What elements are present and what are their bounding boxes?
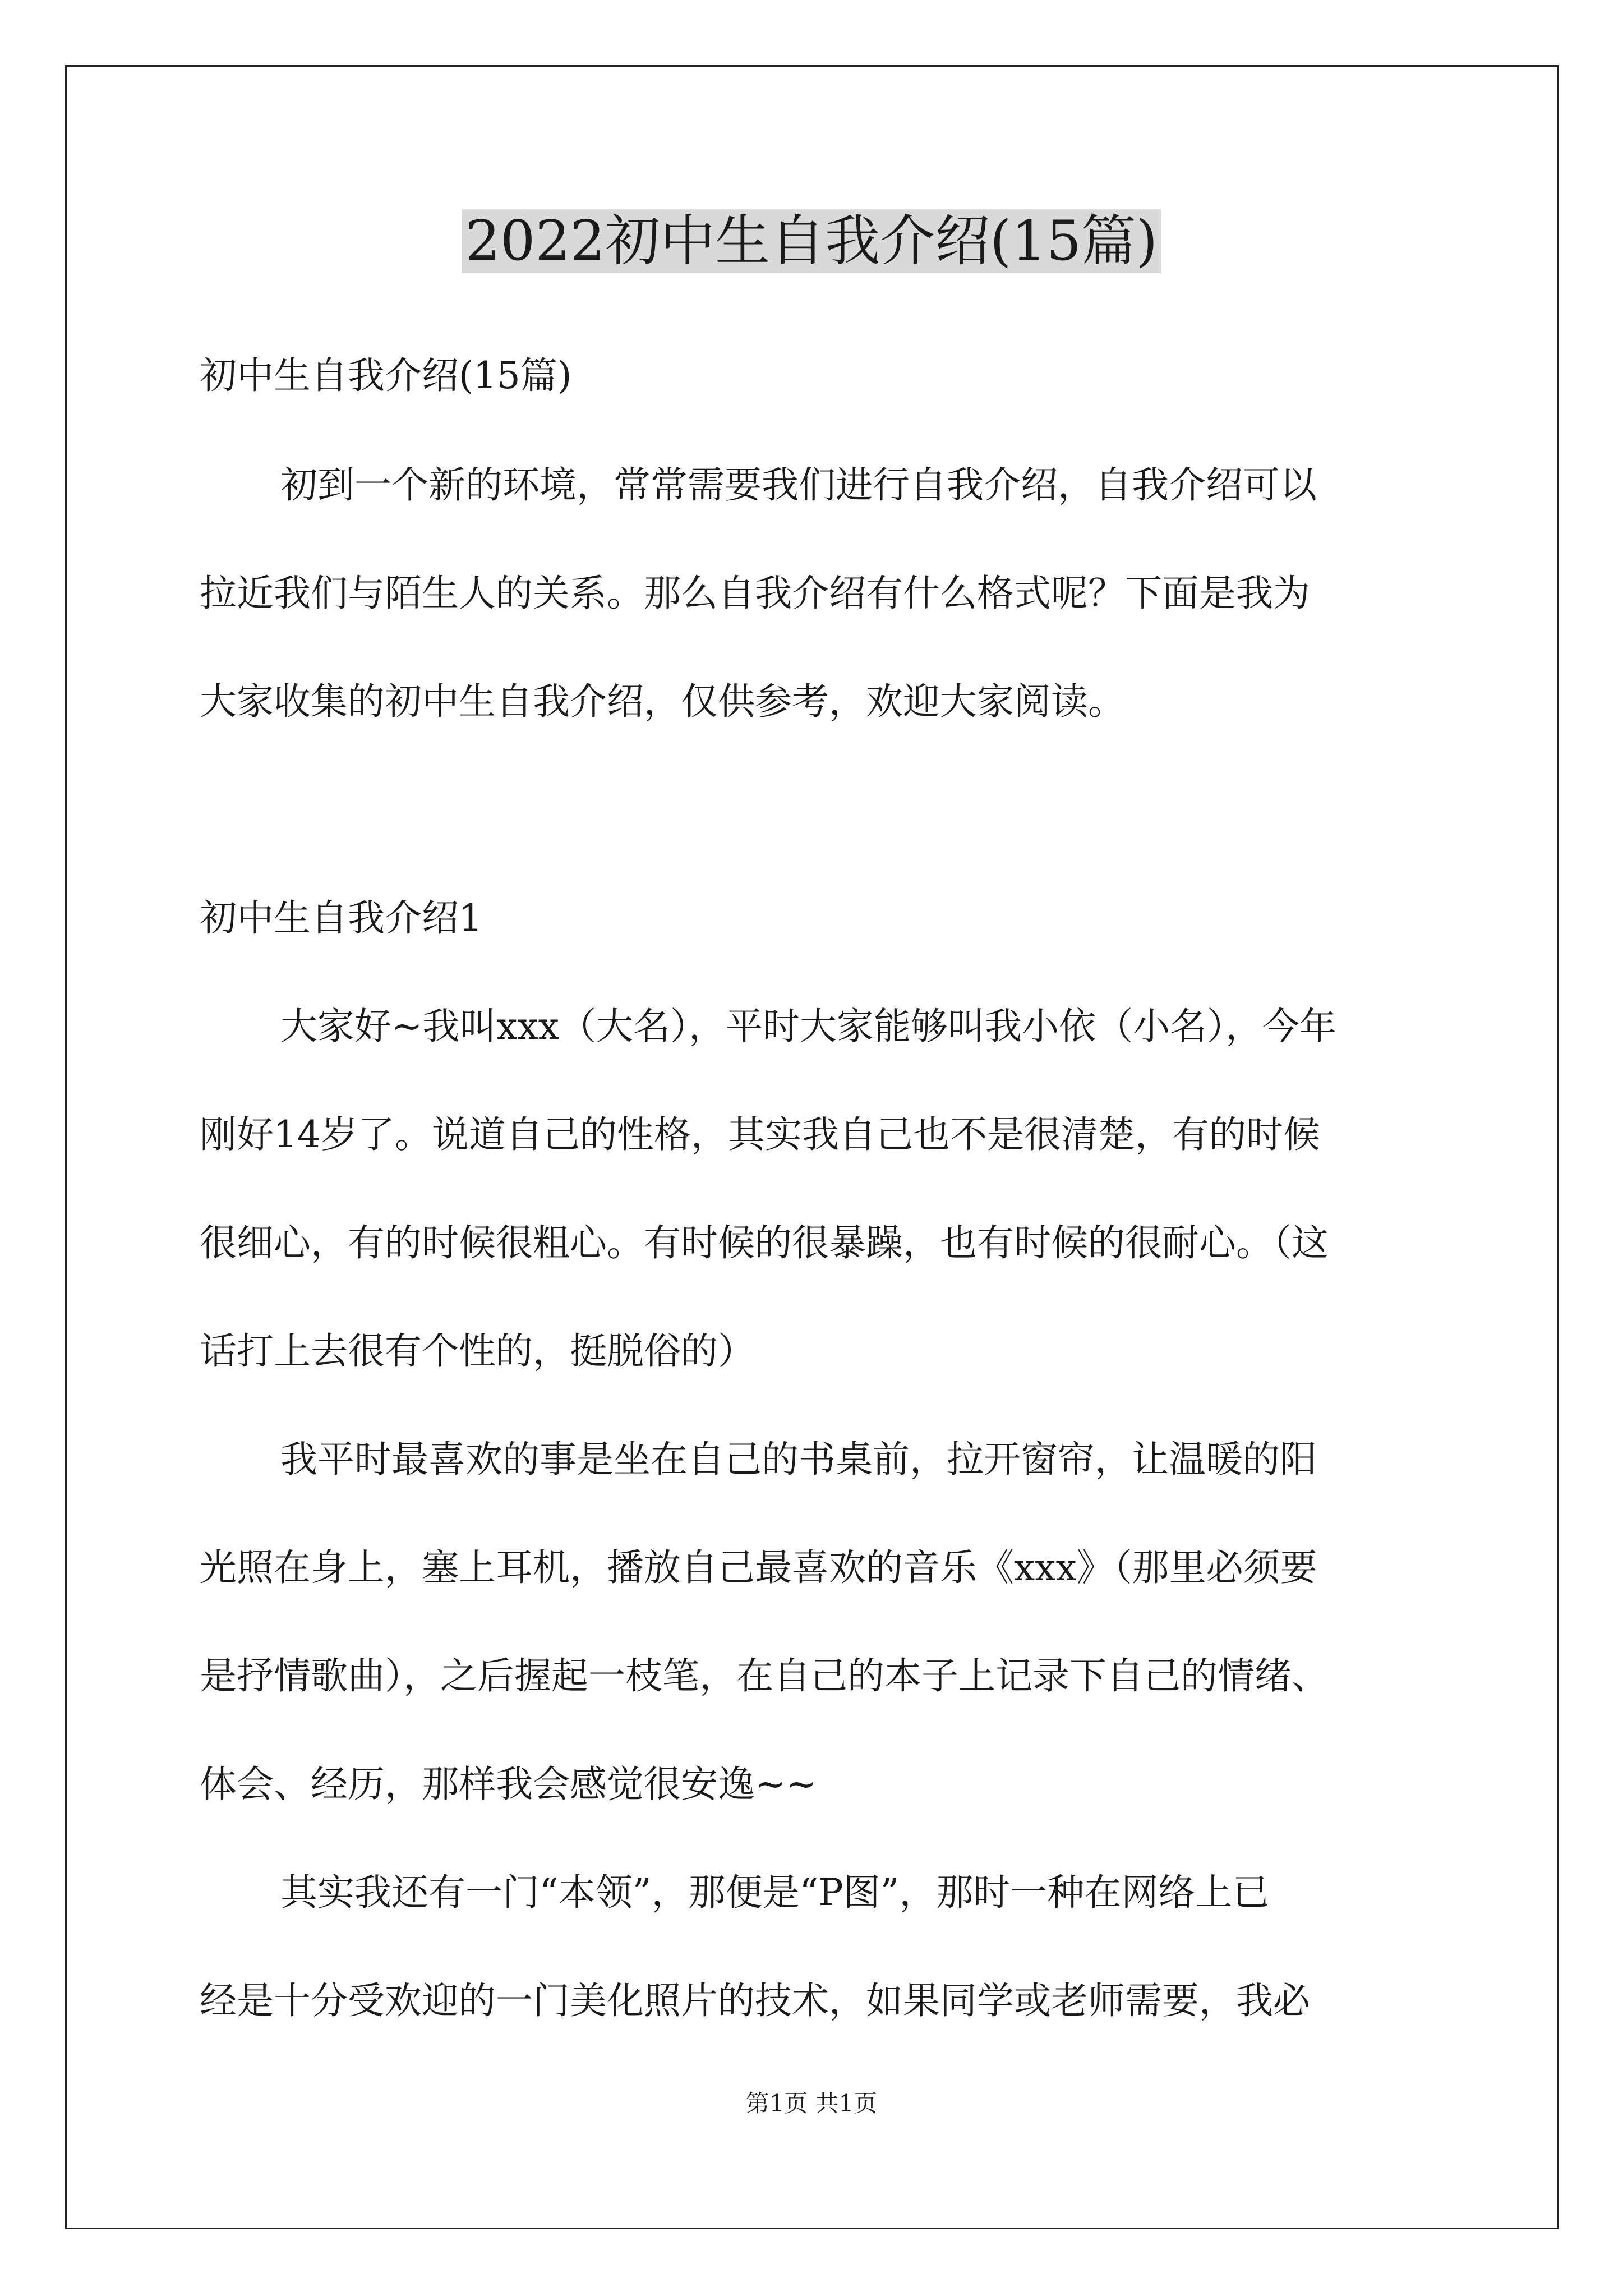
- paragraph-line: 话打上去很有个性的，挺脱俗的）: [200, 1329, 755, 1373]
- paragraph-line: 体会、经历，那样我会感觉很安逸~~: [200, 1763, 817, 1806]
- paragraph-line: 其实我还有一门“本领”，那便是“P图”，那时一种在网络上已: [280, 1871, 1270, 1914]
- paragraph-line: 大家收集的初中生自我介绍，仅供参考，欢迎大家阅读。: [200, 680, 1125, 723]
- paragraph-line: 是抒情歌曲），之后握起一枝笔，在自己的本子上记录下自己的情绪、: [200, 1654, 1329, 1697]
- section-heading: 初中生自我介绍1: [200, 896, 482, 940]
- paragraph-line: 光照在身上，塞上耳机，播放自己最喜欢的音乐《xxx》（那里必须要: [200, 1546, 1317, 1589]
- paragraph-line: 很细心，有的时候很粗心。有时候的很暴躁，也有时候的很耐心。（这: [200, 1221, 1329, 1264]
- page-footer: 第1页 共1页: [745, 2090, 878, 2117]
- paragraph-line: 大家好~我叫xxx（大名），平时大家能够叫我小依（小名），今年: [280, 1005, 1336, 1048]
- paragraph-line: 经是十分受欢迎的一门美化照片的技术，如果同学或老师需要，我必: [200, 1979, 1310, 2022]
- section-heading: 初中生自我介绍(15篇): [200, 354, 572, 397]
- paragraph-line: 刚好14岁了。说道自己的性格，其实我自己也不是很清楚，有的时候: [200, 1113, 1320, 1156]
- paragraph-line: 拉近我们与陌生人的关系。那么自我介绍有什么格式呢？下面是我为: [200, 572, 1310, 615]
- document-title-text: 2022初中生自我介绍(15篇): [462, 209, 1161, 273]
- paragraph-line: 我平时最喜欢的事是坐在自己的书桌前，拉开窗帘，让温暖的阳: [280, 1438, 1317, 1481]
- paragraph-line: 初到一个新的环境，常常需要我们进行自我介绍，自我介绍可以: [280, 463, 1317, 507]
- document-title: [0, 205, 1623, 278]
